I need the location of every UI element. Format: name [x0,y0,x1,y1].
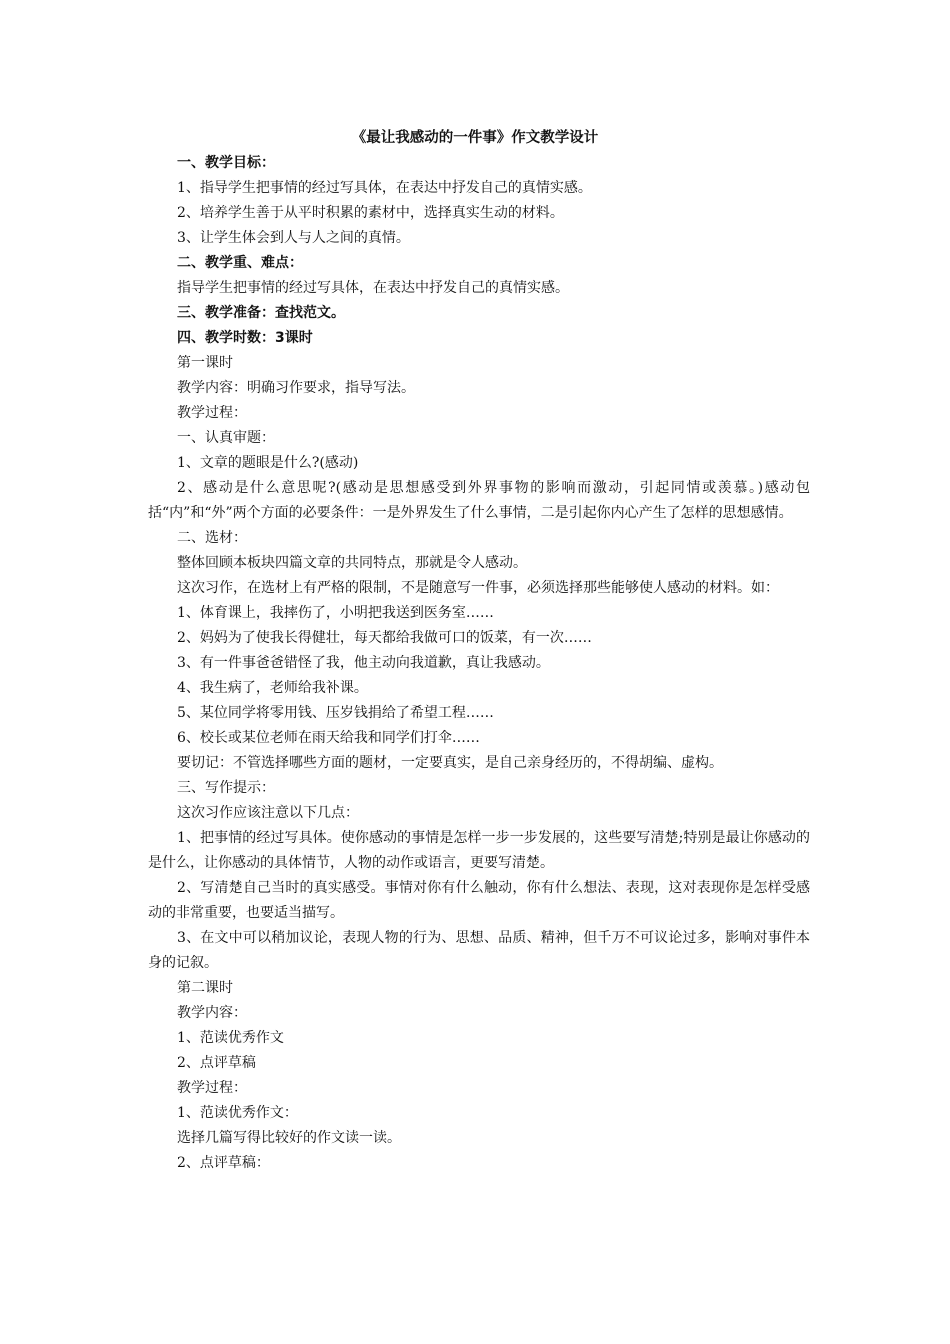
example-item: 2、妈妈为了使我长得健壮，每天都给我做可口的饭菜，有一次…… [177,630,592,646]
example-item: 4、我生病了，老师给我补课。 [177,680,368,696]
lesson-process-label: 教学过程： [177,1080,247,1096]
section-heading-key-points: 二、教学重、难点： [177,255,303,271]
lesson-content: 教学内容：明确习作要求，指导写法。 [177,380,415,396]
paragraph: 要切记：不管选择哪些方面的题材，一定要真实，是自己亲身经历的，不得胡编、虚构。 [177,755,723,771]
step-heading: 1、范读优秀作文： [177,1105,298,1121]
paragraph: 这次习作，在选材上有严格的限制，不是随意写一件事，必须选择那些能够使人感动的材料。如： [177,580,779,596]
tip-item: 1、把事情的经过写具体。使你感动的事情是怎样一步一步发展的，这些要写清楚;特别是最让你感动的是什么，让你感动的具体情节，人物的动作或语言，更要写清楚。 [148,830,810,871]
lesson-content: 教学内容： [177,1005,247,1021]
document-title: 《最让我感动的一件事》作文教学设计 [351,130,599,146]
example-item: 3、有一件事爸爸错怪了我，他主动向我道歉，真让我感动。 [177,655,550,671]
step-heading: 2、点评草稿： [177,1155,270,1171]
tip-item: 3、在文中可以稍加议论，表现人物的行为、思想、品质、精神，但千万不可议论过多，影响对事件本身的记叙。 [148,930,810,971]
tip-item: 2、写清楚自己当时的真实感受。事情对你有什么触动，你有什么想法、表现，这对表现你是怎样受感动的非常重要，也要适当描写。 [148,880,810,921]
step-heading: 二、选材： [177,530,247,546]
section-heading-preparation: 三、教学准备：查找范文。 [177,305,345,321]
example-item: 6、校长或某位老师在雨天给我和同学们打伞…… [177,730,480,746]
paragraph: 2、感动是什么意思呢?(感动是思想感受到外界事物的影响而激动，引起同情或羡慕。)感动包括“内”和“外”两个方面的必要条件：一是外界发生了什么事情，二是引起你内心产生了怎样的思想感情。 [148,480,810,521]
section-heading-goals: 一、教学目标： [177,155,275,171]
paragraph: 1、文章的题眼是什么?(感动) [177,455,359,471]
paragraph: 这次习作应该注意以下几点： [177,805,359,821]
goal-item: 1、指导学生把事情的经过写具体，在表达中抒发自己的真情实感。 [177,180,592,196]
goal-item: 2、培养学生善于从平时积累的素材中，选择真实生动的材料。 [177,205,564,221]
paragraph: 整体回顾本板块四篇文章的共同特点，那就是令人感动。 [177,555,527,571]
step-heading: 一、认真审题： [177,430,275,446]
paragraph: 选择几篇写得比较好的作文读一读。 [177,1130,401,1146]
document-body [148,151,810,1176]
key-points-text: 指导学生把事情的经过写具体，在表达中抒发自己的真情实感。 [177,280,569,296]
step-heading: 三、写作提示： [177,780,275,796]
content-item: 1、范读优秀作文 [177,1030,284,1046]
lesson-process-label: 教学过程： [177,405,247,421]
section-heading-hours: 四、教学时数：3课时 [177,330,313,346]
example-item: 5、某位同学将零用钱、压岁钱捐给了希望工程…… [177,705,494,721]
example-item: 1、体育课上，我摔伤了，小明把我送到医务室…… [177,605,494,621]
lesson-heading: 第二课时 [177,980,233,996]
lesson-heading: 第一课时 [177,355,233,371]
content-item: 2、点评草稿 [177,1055,256,1071]
goal-item: 3、让学生体会到人与人之间的真情。 [177,230,410,246]
